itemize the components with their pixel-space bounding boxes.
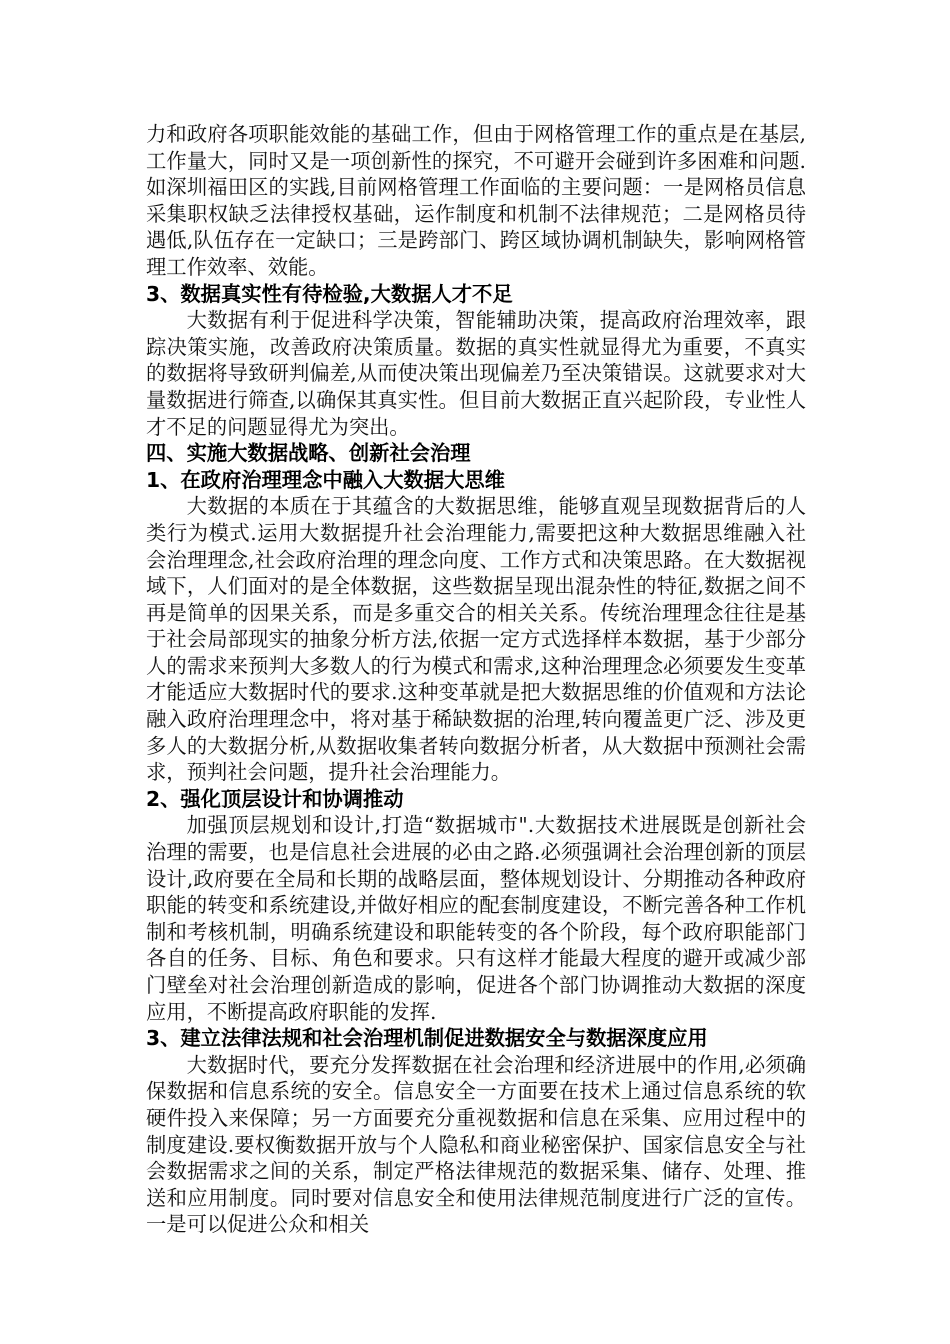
- paragraph-big-data-thinking: 大数据的本质在于其蕴含的大数据思维，能够直观呈现数据背后的人类行为模式.运用大数据提升社会治理能力,需要把这种大数据思维融入社会治理理念,社会政府治理的理念向度、工作方式和决策思路。在大数据视域下，人们面对的是全体数据，这些数据呈现出混杂性的特征,数据之间不再是简单的因果关系，而是多重交合的相关关系。传统治理理念往往是基于社会局部现实的抽象分析方法,依据一定方式选择样本数据，基于少部分人的需求来预判大多数人的行为模式和需求,这种治理理念必须要发生变革才能适应大数据时代的要求.这种变革就是把大数据思维的价值观和方法论融入政府治理理念中，将对基于稀缺数据的治理,转向覆盖更广泛、涉及更多人的大数据分析,从数据收集者转向数据分析者，从大数据中预测社会需求，预判社会问题，提升社会治理能力。: [146, 494, 806, 785]
- heading-laws-and-security: 3、建立法律法规和社会治理机制促进数据安全与数据深度应用: [146, 1026, 708, 1051]
- heading-top-level-design: 2、强化顶层设计和协调推动: [146, 786, 404, 811]
- document-page: [146, 121, 806, 1238]
- paragraph-data-authenticity: 大数据有利于促进科学决策，智能辅助决策，提高政府治理效率，跟踪决策实施，改善政府决策质量。数据的真实性就显得尤为重要，不真实的数据将导致研判偏差,从而使决策出现偏差乃至决策错误。这就要求对大量数据进行筛查,以确保其真实性。但目前大数据正直兴起阶段，专业性人才不足的问题显得尤为突出。: [146, 308, 806, 439]
- paragraph-laws-and-security: 大数据时代，要充分发挥数据在社会治理和经济进展中的作用,必须确保数据和信息系统的安全。信息安全一方面要在技术上通过信息系统的软硬件投入来保障；另一方面要充分重视数据和信息在采集、应用过程中的制度建设.要权衡数据开放与个人隐私和商业秘密保护、国家信息安全与社会数据需求之间的关系，制定严格法律规范的数据采集、储存、处理、推送和应用制度。同时要对信息安全和使用法律规范制度进行广泛的宣传。一是可以促进公众和相关: [146, 1052, 806, 1237]
- paragraph-grid-management-problems: 力和政府各项职能效能的基础工作，但由于网格管理工作的重点是在基层,工作量大，同时又是一项创新性的探究，不可避开会碰到许多困难和问题.如深圳福田区的实践,目前网格管理工作面临的主要问题：一是网格员信息采集职权缺乏法律授权基础，运作制度和机制不法律规范；二是网格员待遇低,队伍存在一定缺口；三是跨部门、跨区域协调机制缺失，影响网格管理工作效率、效能。: [146, 122, 806, 279]
- heading-big-data-thinking: 1、在政府治理理念中融入大数据大思维: [146, 467, 505, 492]
- heading-section-four: 四、实施大数据战略、创新社会治理: [146, 441, 471, 466]
- heading-data-authenticity: 3、数据真实性有待检验,大数据人才不足: [146, 281, 513, 306]
- paragraph-top-level-design: 加强顶层规划和设计,打造“数据城市".大数据技术进展既是创新社会治理的需要，也是信息社会进展的必由之路.必须强调社会治理创新的顶层设计,政府要在全局和长期的战略层面，整体规划设计、分期推动各种政府职能的转变和系统建设,并做好相应的配套制度建设，不断完善各种工作机制和考核机制，明确系统建设和职能转变的各个阶段，每个政府职能部门各自的任务、目标、角色和要求。只有这样才能最大程度的避开或减少部门壁垒对社会治理创新造成的影响，促进各个部门协调推动大数据的深度应用，不断提高政府职能的发挥.: [146, 813, 806, 1024]
